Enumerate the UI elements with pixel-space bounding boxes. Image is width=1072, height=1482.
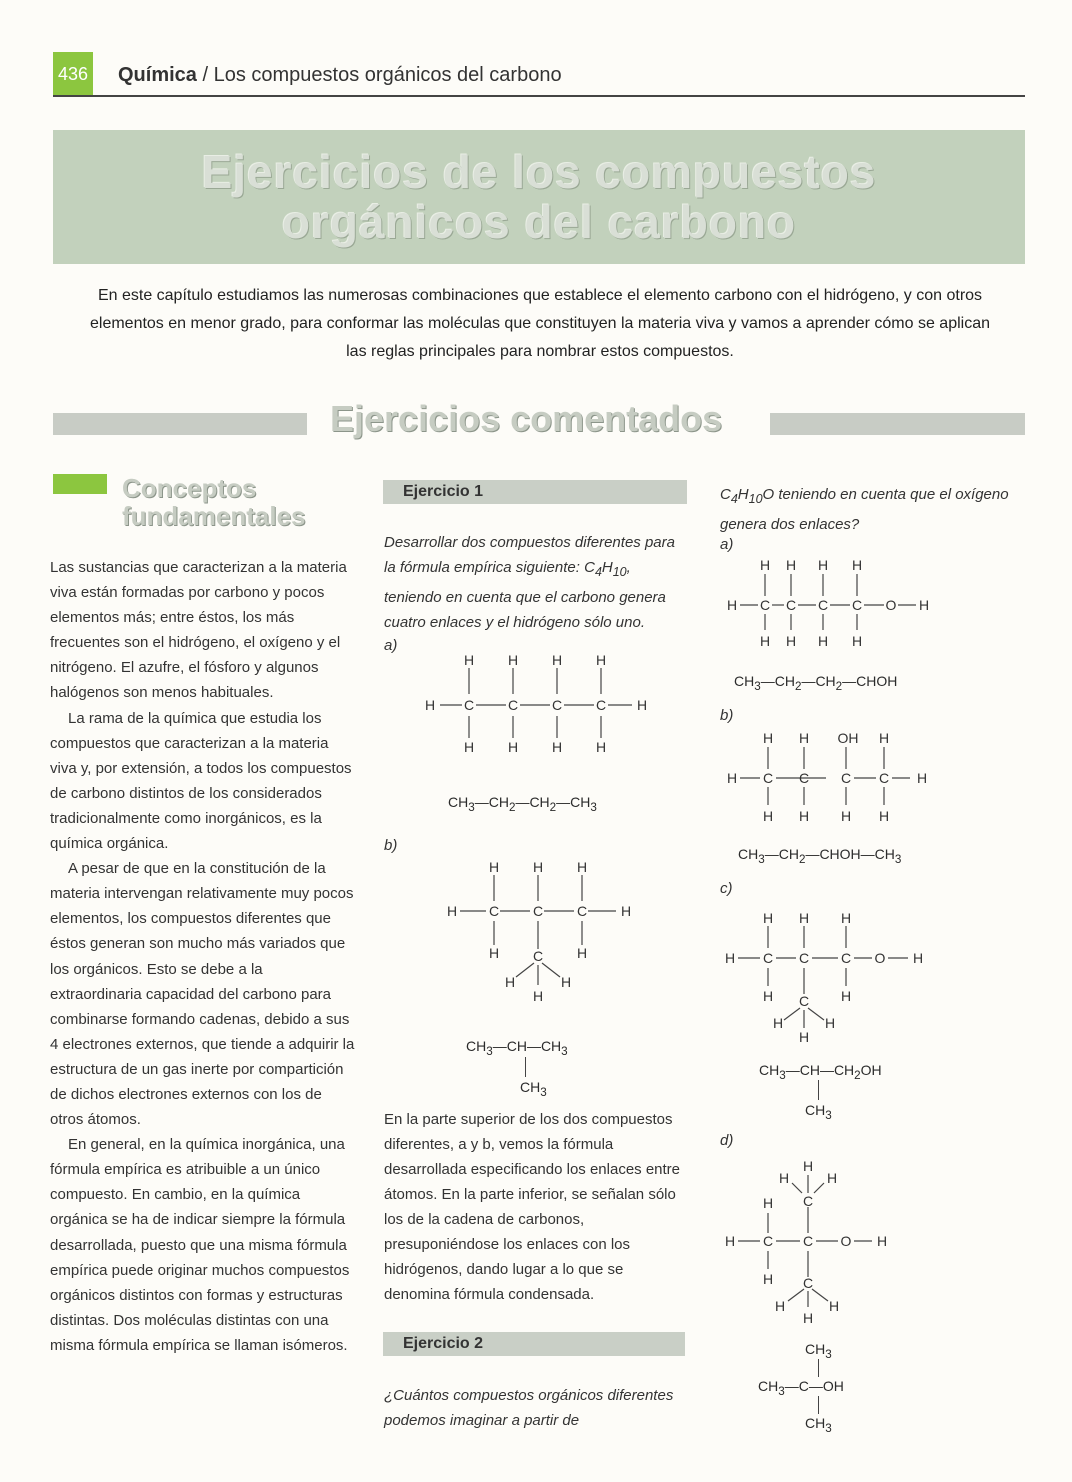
atom-h: H <box>916 770 928 786</box>
prompt-text: Desarrollar dos compuestos diferentes para la fórmula empírica siguiente: <box>384 534 675 576</box>
running-header <box>118 64 562 87</box>
atom-c: C <box>851 597 863 613</box>
atom-c: C <box>798 993 810 1009</box>
exercise-2-header: Ejercicio 2 <box>383 1332 685 1356</box>
question-text: teniendo en cuenta que el oxígeno genera dos enlaces? <box>720 486 1009 533</box>
atom-c: C <box>759 597 771 613</box>
chapter-title: Los compuestos orgánicos del carbono <box>213 64 562 86</box>
branch-bond <box>818 1080 819 1100</box>
atom-h: H <box>840 988 852 1004</box>
atom-h: H <box>759 633 771 649</box>
subject-label: Química <box>118 64 197 86</box>
atom-h: H <box>824 1015 836 1031</box>
atom-h: H <box>778 1170 790 1186</box>
structure-tert-butanol <box>720 1155 920 1327</box>
exercise-1-header: Ejercicio 1 <box>383 480 687 504</box>
atom-h: H <box>762 988 774 1004</box>
atom-c: C <box>840 770 852 786</box>
label-b: b) <box>384 837 398 854</box>
atom-c: C <box>762 950 774 966</box>
atom-h: H <box>826 1170 838 1186</box>
exercise-2-question-start: ¿Cuántos compuestos orgánicos diferentes podemos imaginar a partir de <box>384 1387 674 1429</box>
header-rule <box>53 95 1025 97</box>
atom-h: H <box>798 910 810 926</box>
atom-h: H <box>488 859 500 875</box>
branch-bond <box>525 1057 526 1077</box>
atom-h: H <box>551 652 563 668</box>
atom-h: H <box>828 1298 840 1314</box>
atom-h: H <box>851 633 863 649</box>
structure-butane <box>410 648 660 758</box>
atom-c: C <box>798 950 810 966</box>
concepts-paragraph: A pesar de que en la constitución de la materia intervengan relativamente muy pocos elementos, los compuestos diferentes que éstos generan son mucho más variados que los orgánicos. Esto se debe a la extraordinaria capacidad del carbono para combinarse formando cadenas, debido a sus 4 electrones externos, que tiende a adquirir la estructura de un gas inerte por compartición de dichos electrones externos con los de otros átomos. <box>50 860 355 1129</box>
atom-c: C <box>762 1233 774 1249</box>
atom-h: H <box>504 974 516 990</box>
atom-c: C <box>532 948 544 964</box>
atom-h: H <box>802 1310 814 1326</box>
condensed-formula-2d-top: $CH_3$ <box>805 1341 832 1361</box>
header-separator: / <box>196 64 214 86</box>
condensed-formula-2d-bottom: $CH_3$ <box>805 1415 832 1435</box>
structure-isobutane <box>440 855 650 1003</box>
atom-c: C <box>551 697 563 713</box>
atom-h: H <box>595 739 607 755</box>
atom-c: C <box>576 903 588 919</box>
atom-h: H <box>576 859 588 875</box>
label-a: a) <box>720 536 734 553</box>
atom-c: C <box>463 697 475 713</box>
atom-h: H <box>463 739 475 755</box>
atom-oh: OH <box>837 730 859 746</box>
concepts-paragraph: Las sustancias que caracterizan a la materia viva están formadas por carbono y pocos elementos más; entre éstos, los más frecuentes son el hidrógeno, el oxígeno y el nitrógeno. El azufre, el fósforo y algunos halógenos son menos habituales. <box>50 559 347 702</box>
atom-h: H <box>918 597 930 613</box>
atom-c: C <box>762 770 774 786</box>
atom-c: C <box>802 1193 814 1209</box>
atom-h: H <box>488 945 500 961</box>
atom-h: H <box>551 739 563 755</box>
atom-h: H <box>724 1233 736 1249</box>
prompt-text: teniendo en cuenta que el carbono genera cuatro enlaces y el hidrógeno sólo uno. <box>384 589 666 631</box>
atom-h: H <box>840 910 852 926</box>
condensed-formula-2d-main: $CH_3—C—OH$ <box>758 1378 844 1398</box>
atom-o: O <box>874 950 886 966</box>
atom-h: H <box>507 652 519 668</box>
atom-h: H <box>878 808 890 824</box>
atom-h: H <box>560 974 572 990</box>
concepts-title <box>122 474 306 530</box>
atom-h: H <box>817 633 829 649</box>
branch-bond <box>818 1359 819 1377</box>
atom-h: H <box>772 1015 784 1031</box>
atom-c: C <box>507 697 519 713</box>
atom-h: H <box>878 730 890 746</box>
atom-o: O <box>840 1233 852 1249</box>
atom-h: H <box>785 633 797 649</box>
structure-butanol <box>720 556 940 652</box>
atom-h: H <box>762 910 774 926</box>
condensed-formula-b-branch: $CH_3$ <box>520 1079 547 1099</box>
formula-c4h10o: $C_4H_{10}O$ <box>720 486 775 506</box>
atom-h: H <box>851 557 863 573</box>
atom-h: H <box>774 1298 786 1314</box>
atom-h: H <box>798 730 810 746</box>
atom-c: C <box>785 597 797 613</box>
condensed-formula-2c: $CH_3—CH—CH_2OH$ <box>759 1062 882 1082</box>
section-bar-right <box>770 413 1025 435</box>
atom-c: C <box>840 950 852 966</box>
label-d: d) <box>720 1132 734 1149</box>
structure-2-butanol <box>720 729 940 825</box>
atom-c: C <box>802 1233 814 1249</box>
page-number: 436 <box>53 52 93 96</box>
atom-c: C <box>817 597 829 613</box>
banner-title-line1: Ejercicios de los compuestos <box>201 146 877 198</box>
atom-h: H <box>724 950 736 966</box>
atom-c: C <box>488 903 500 919</box>
atom-h: H <box>762 1271 774 1287</box>
atom-h: H <box>532 859 544 875</box>
concepts-title-line2: fundamentales <box>122 501 306 531</box>
condensed-formula-b: $CH_3—CH—CH_3$ <box>466 1038 568 1058</box>
atom-h: H <box>762 730 774 746</box>
atom-o: O <box>885 597 897 613</box>
intro-paragraph: En este capítulo estudiamos las numerosas combinaciones que establece el elemento carbono con el hidrógeno, y con otros elementos en menor grado, para conformar las moléculas que constituyen la materia viva y vamos a aprender cómo se aplican las reglas principales para nombrar estos compuestos. <box>89 287 990 360</box>
branch-bond <box>818 1396 819 1414</box>
concepts-marker <box>53 474 107 494</box>
label-a: a) <box>384 637 398 654</box>
label-c: c) <box>720 880 733 897</box>
atom-h: H <box>726 770 738 786</box>
atom-h: H <box>595 652 607 668</box>
atom-h: H <box>636 697 648 713</box>
structure-isobutanol <box>720 908 940 1046</box>
exercise-1-explanation: En la parte superior de los dos compuestos diferentes, a y b, vemos la fórmula desarrollada especificando los enlaces entre átomos. En la parte inferior, se señalan sólo los de la cadena de carbonos, presuponiéndose los enlaces con los hidrógenos, dando lugar a lo que se denomina fórmula condensada. <box>384 1111 681 1303</box>
atom-h: H <box>876 1233 888 1249</box>
atom-c: C <box>802 1275 814 1291</box>
atom-h: H <box>446 903 458 919</box>
formula-c4h10: $C_4H_{10}$, <box>584 559 631 579</box>
section-title: Ejercicios comentados <box>330 398 723 439</box>
atom-h: H <box>759 557 771 573</box>
atom-h: H <box>576 945 588 961</box>
atom-h: H <box>507 739 519 755</box>
atom-h: H <box>424 697 436 713</box>
atom-h: H <box>463 652 475 668</box>
atom-h: H <box>798 1029 810 1045</box>
atom-h: H <box>762 1195 774 1211</box>
concepts-title-line1: Conceptos <box>122 473 257 503</box>
atom-h: H <box>726 597 738 613</box>
label-b: b) <box>720 707 734 724</box>
atom-c: C <box>878 770 890 786</box>
exercise-1-prompt <box>384 530 690 635</box>
atom-h: H <box>762 808 774 824</box>
banner-title-line2: orgánicos del carbono <box>281 196 797 248</box>
concepts-text <box>50 555 355 1358</box>
atom-c: C <box>595 697 607 713</box>
chapter-banner <box>53 130 1025 264</box>
atom-h: H <box>798 808 810 824</box>
condensed-formula-2a: $CH_3—CH_2—CH_2—CHOH$ <box>734 673 898 693</box>
atom-h: H <box>785 557 797 573</box>
atom-h: H <box>620 903 632 919</box>
section-bar-left <box>53 413 307 435</box>
atom-h: H <box>912 950 924 966</box>
atom-h: H <box>802 1158 814 1174</box>
concepts-paragraph: En general, en la química inorgánica, una fórmula empírica es atribuible a un único compuesto. En cambio, en la química orgánica se ha de indicar siempre la fórmula desarrollada, puesto que una misma fórmula empírica puede originar muchos compuestos orgánicos distintos con formas y estructuras distintas. Dos moléculas distintas con una misma fórmula empírica se llaman isómeros. <box>50 1136 350 1354</box>
concepts-paragraph: La rama de la química que estudia los compuestos que caracterizan a la materia viva y, por extensión, a todos los compuestos de carbono distintos de los considerados tradicionalmente como inorgánicos, es la química orgánica. <box>50 709 352 853</box>
atom-c: C <box>532 903 544 919</box>
atom-c: C <box>798 770 810 786</box>
condensed-formula-2c-branch: $CH_3$ <box>805 1102 832 1122</box>
exercise-2-question-end <box>720 482 1020 537</box>
atom-h: H <box>817 557 829 573</box>
condensed-formula-2b: $CH_3—CH_2—CHOH—CH_3$ <box>738 846 902 866</box>
atom-h: H <box>532 988 544 1003</box>
condensed-formula-a: $CH_3—CH_2—CH_2—CH_3$ <box>448 794 597 814</box>
atom-h: H <box>840 808 852 824</box>
